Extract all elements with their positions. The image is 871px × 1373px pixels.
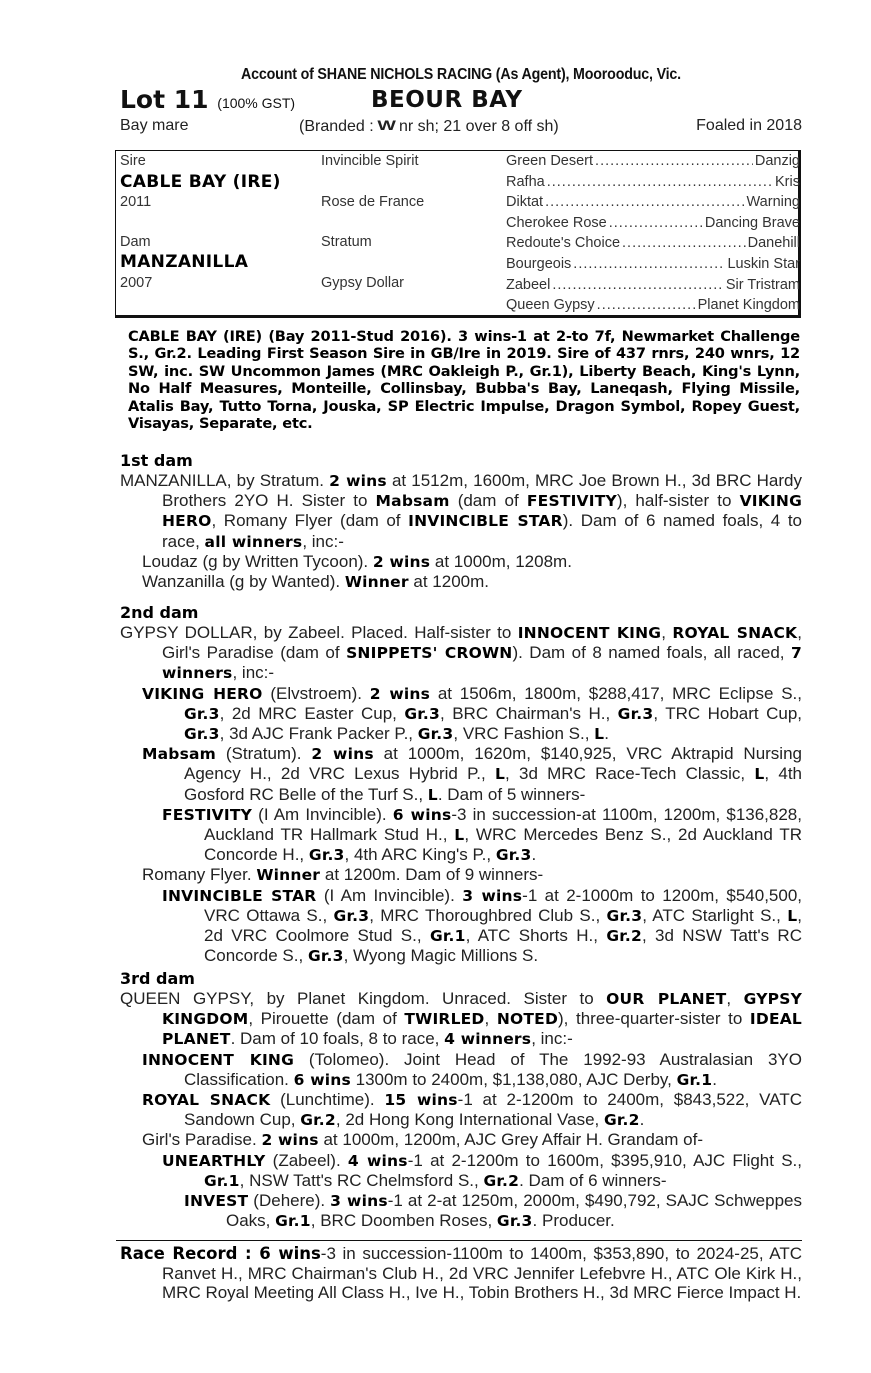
ggp-row: Queen Gypsy ..... Planet Kingdom xyxy=(506,295,800,316)
race-record-text: -3 in succession-1100m to 1400m, $353,890, to 2024-25, ATC Ranvet H., MRC Chairman's Club H., 2d VRC Jennifer Lefebvre H., ATC Ole Kirk H., MRC Royal Meeting All Class H., Ive H., Tobin Brothers H., 3d MRC Fierce Impact H. xyxy=(162,1244,802,1302)
pedigree-table xyxy=(115,150,801,318)
pedigree-paragraph: Loudaz (g by Written Tycoon). 2 wins at 1000m, 1208m. xyxy=(142,551,572,571)
pedigree-paragraph: Wanzanilla (g by Wanted). Winner at 1200m. xyxy=(142,572,489,592)
pedigree-paragraph: INNOCENT KING (Tolomeo). Joint Head of The 1992-93 Australasian 3YO Classification. 6 wins 1300m to 2400m, $1,138,080, AJC Derby, Gr.1. xyxy=(142,1049,802,1089)
pedigree-paragraph: ROYAL SNACK (Lunchtime). 15 wins-1 at 2-1200m to 2400m, $843,522, VATC Sandown Cup, Gr.2, 2d Hong Kong International Vase, Gr.2. xyxy=(142,1090,802,1130)
section-body xyxy=(120,623,802,966)
sire-sire: Invincible Spirit xyxy=(321,153,419,169)
pedigree-paragraph: MANZANILLA, by Stratum. 2 wins at 1512m, 1600m, MRC Joe Brown H., 3d BRC Hardy Brothers 2YO H. Sister to Mabsam (dam of FESTIVITY), half-sister to VIKING HERO, Romany Flyer (dam of INVINCIBLE STAR). Dam of 6 named foals, 4 to race, all winners, inc:- xyxy=(120,471,803,551)
section-heading: 3rd dam xyxy=(120,969,195,988)
pedigree-paragraph: GYPSY DOLLAR, by Zabeel. Placed. Half-sister to INNOCENT KING, ROYAL SNACK, Girl's Paradise (dam of SNIPPETS' CROWN). Dam of 8 named foals, all raced, 7 winners, inc:- xyxy=(120,623,802,683)
gst-note: (100% GST) xyxy=(217,95,296,111)
dam-year: 2007 xyxy=(120,274,153,291)
pedigree-paragraph: UNEARTHLY (Zabeel). 4 wins-1 at 2-1200m to 1600m, $395,910, AJC Flight S., Gr.1, NSW Tatt's RC Chelmsford S., Gr.2. Dam of 6 winners- xyxy=(162,1150,803,1190)
ggp-row: Rafha ..... Kris xyxy=(506,172,800,193)
section-body xyxy=(120,989,802,1231)
dam-dam: Gypsy Dollar xyxy=(321,274,404,291)
brand-w-icon: W xyxy=(377,117,396,133)
section-heading: 1st dam xyxy=(120,451,193,470)
section-heading: 2nd dam xyxy=(120,603,199,622)
horse-name: BEOUR BAY xyxy=(371,87,523,113)
pedigree-great-grandparents xyxy=(506,151,800,316)
pedigree-paragraph: VIKING HERO (Elvstroem). 2 wins at 1506m, 1800m, $288,417, MRC Eclipse S., Gr.3, 2d MRC Easter Cup, Gr.3, BRC Chairman's H., Gr.3, TRC Hobart Cup, Gr.3, 3d AJC Frank Packer P., Gr.3, VRC Fashion S., L. xyxy=(142,683,803,744)
sire-name: CABLE BAY (IRE) xyxy=(120,171,281,192)
horse-info-row xyxy=(120,114,802,138)
race-record xyxy=(120,1244,802,1303)
pedigree-paragraph: FESTIVITY (I Am Invincible). 6 wins-3 in succession-at 1100m, 1200m, $136,828, Auckland TR Hallmark Stud H., L, WRC Mercedes Benz S., 2d Auckland TR Concorde H., Gr.3, 4th ARC King's P., Gr.3. xyxy=(162,804,802,865)
pedigree-paragraph: INVINCIBLE STAR (I Am Invincible). 3 wins-1 at 2-1000m to 1200m, $540,500, VRC Ottawa S., Gr.3, MRC Thoroughbred Club S., Gr.3, ATC Starlight S., L, 2d VRC Coolmore Stud S., Gr.1, ATC Shorts H., Gr.2, 3d NSW Tatt's RC Concorde S., Gr.3, Wyong Magic Millions S. xyxy=(162,885,803,966)
pedigree-grandparents xyxy=(321,151,501,294)
section-body xyxy=(120,471,802,592)
ggp-row: Cherokee Rose ..... Dancing Brave xyxy=(506,213,800,234)
ggp-row: Diktat ..... Warning xyxy=(506,192,800,213)
foaled-year: Foaled in 2018 xyxy=(696,117,802,134)
lot-label: Lot 11 xyxy=(120,85,209,114)
third-dam-section xyxy=(120,969,802,1231)
sire-dam: Rose de France xyxy=(321,194,425,211)
brand-prefix: (Branded : xyxy=(299,118,374,135)
pedigree-paragraph: Romany Flyer. Winner at 1200m. Dam of 9 winners- xyxy=(142,865,544,885)
lot-number xyxy=(120,86,295,117)
dam-name: MANZANILLA xyxy=(120,252,249,273)
brand-info xyxy=(299,114,559,139)
pedigree-paragraph: INVEST (Dehere). 3 wins-1 at 2-at 1250m, 2000m, $490,792, SAJC Schweppes Oaks, Gr.1, BRC Doomben Roses, Gr.3. Producer. xyxy=(184,1191,802,1231)
sex-colour: Bay mare xyxy=(120,117,189,134)
brand-suffix: nr sh; 21 over 8 off sh) xyxy=(398,118,559,135)
ggp-row: Green Desert ..... Danzig xyxy=(506,151,800,172)
race-record-label: Race Record : 6 wins xyxy=(120,1244,321,1263)
ggp-row: Bourgeois ..... Luskin Star xyxy=(506,254,800,275)
sire-label: Sire xyxy=(120,153,146,169)
lot-row xyxy=(120,86,802,114)
pedigree-parents xyxy=(120,151,310,294)
vendor-account: Account of SHANE NICHOLS RACING (As Agent), Moorooduc, Vic. xyxy=(241,66,681,83)
dam-sire: Stratum xyxy=(321,233,372,250)
pedigree-paragraph: QUEEN GYPSY, by Planet Kingdom. Unraced. Sister to OUR PLANET, GYPSY KINGDOM, Pirouette (dam of TWIRLED, NOTED), three-quarter-sister to IDEAL PLANET. Dam of 10 foals, 8 to race, 4 winners, inc:- xyxy=(120,989,803,1049)
ggp-row: Zabeel ..... Sir Tristram xyxy=(506,275,800,296)
pedigree-paragraph: Mabsam (Stratum). 2 wins at 1000m, 1620m, $140,925, VRC Aktrapid Nursing Agency H., 2d VRC Lexus Hybrid P., L, 3d MRC Race-Tech Classic, L, 4th Gosford RC Belle of the Turf S., L. Dam of 5 winners- xyxy=(142,744,802,804)
ggp-row: Redoute's Choice ..... Danehill xyxy=(506,233,800,254)
divider xyxy=(116,1240,802,1241)
dam-label: Dam xyxy=(120,233,151,250)
pedigree-paragraph: Girl's Paradise. 2 wins at 1000m, 1200m, AJC Grey Affair H. Grandam of- xyxy=(142,1130,703,1150)
sire-year: 2011 xyxy=(120,194,152,211)
sire-summary: CABLE BAY (IRE) (Bay 2011-Stud 2016). 3 wins-1 at 2-to 7f, Newmarket Challenge S., Gr.2. Leading First Season Sire in GB/Ire in 2019. Sire of 437 rnrs, 240 wnrs, 12 SW, inc. SW Uncommon James (MRC Oakleigh P., Gr.1), Liberty Beach, King's Lynn, No Half Measures, Monteille, Collinsbay, Bubba's Bay, Laneqash, Flying Missile, Atalis Bay, Tutto Torna, Jouska, SP Electric Impulse, Dragon Symbol, Ropey Guest, Visayas, Separate, etc. xyxy=(128,328,800,433)
second-dam-section xyxy=(120,603,802,966)
first-dam-section xyxy=(120,451,802,592)
catalogue-page xyxy=(120,64,803,1302)
